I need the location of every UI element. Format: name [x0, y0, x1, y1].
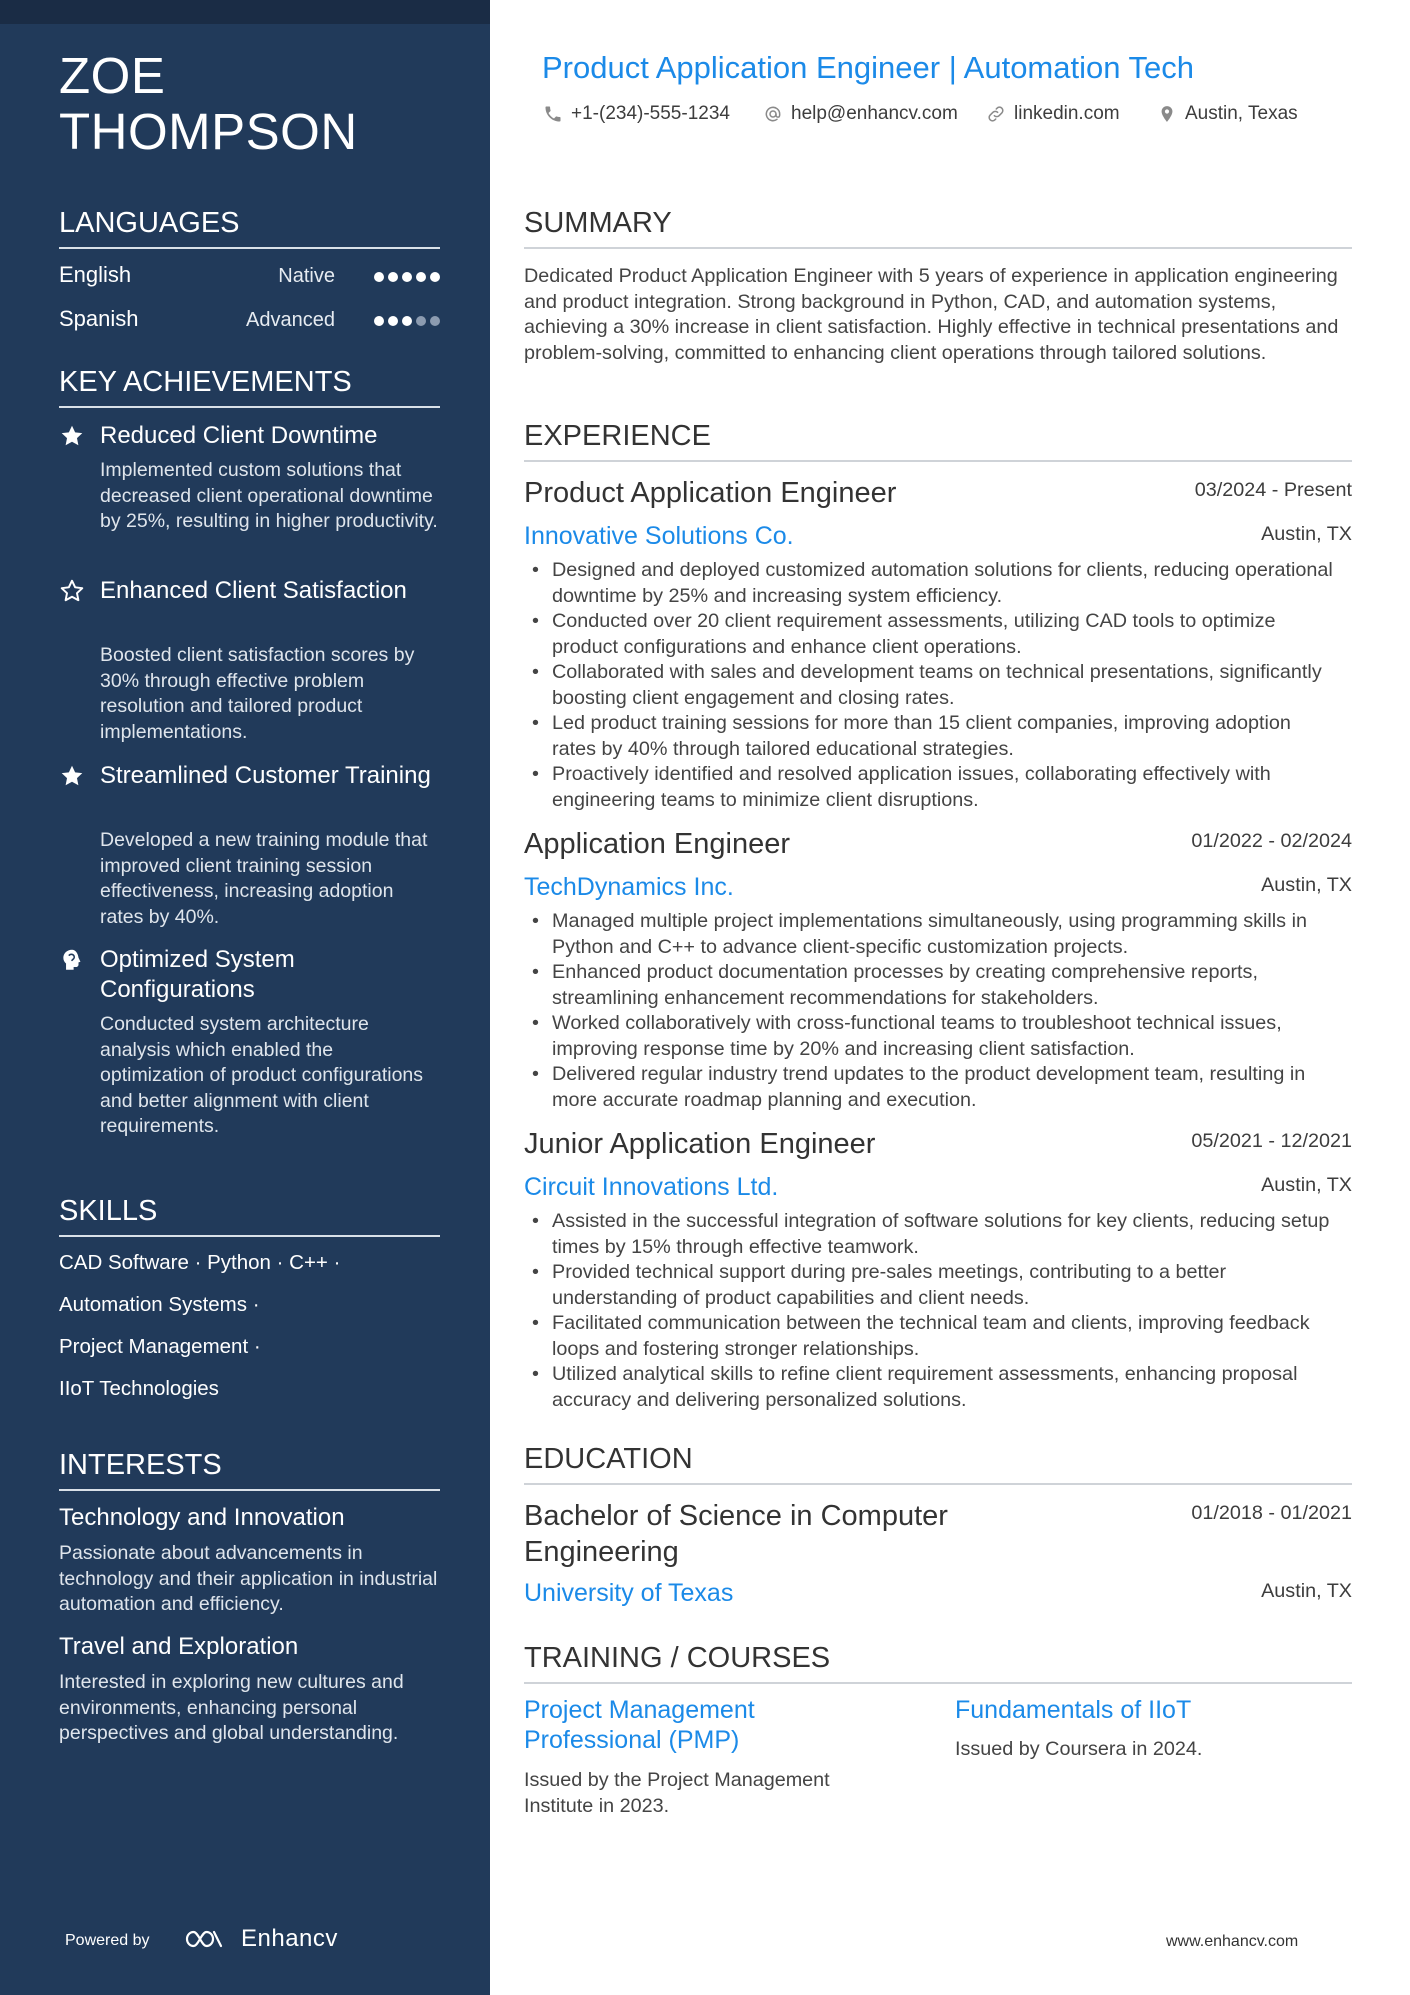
skills-line: IIoT Technologies	[59, 1377, 219, 1400]
rating-dot	[430, 272, 440, 282]
phone-icon	[543, 104, 563, 124]
achievement-desc: Boosted client satisfaction scores by 30% through effective problem resolution and tailored product implementations.	[100, 644, 415, 743]
summary-heading: SUMMARY	[524, 205, 1352, 249]
school-location: Austin, TX	[1261, 1580, 1352, 1602]
language-row-english	[59, 262, 440, 294]
star-filled-icon	[59, 423, 85, 449]
enhancv-logo-icon	[184, 1926, 224, 1952]
job-bullets	[524, 1209, 1334, 1413]
interests-heading: INTERESTS	[59, 1447, 440, 1491]
language-name: Spanish	[59, 306, 139, 331]
job-bullet: • Collaborated with sales and development teams on technical presentations, significantly boosting client engagement and closing rates.	[524, 660, 1334, 711]
interest-desc: Interested in exploring new cultures and environments, enhancing personal perspectives and global understanding.	[59, 1671, 404, 1744]
achievement-desc: Conducted system architecture analysis which enabled the optimization of product configurations and better alignment with client requirements.	[100, 1013, 424, 1137]
head-brain-icon	[59, 947, 85, 973]
course-desc: Issued by Coursera in 2024.	[955, 1738, 1203, 1760]
languages-heading: LANGUAGES	[59, 205, 440, 249]
education-heading: EDUCATION	[524, 1441, 1352, 1485]
job-bullets	[524, 909, 1334, 1113]
achievement-title: Streamlined Customer Training	[100, 762, 431, 789]
email-link[interactable]: help@enhancv.com	[791, 103, 958, 124]
contact-phone	[543, 100, 730, 128]
rating-dot	[416, 316, 426, 326]
course-title: Fundamentals of IIoT	[955, 1696, 1192, 1724]
contact-email[interactable]	[763, 100, 958, 128]
job-dates: 01/2022 - 02/2024	[1191, 830, 1352, 852]
location-text: Austin, Texas	[1185, 103, 1298, 124]
job-dates: 05/2021 - 12/2021	[1191, 1130, 1352, 1152]
job-bullet: • Facilitated communication between the technical team and clients, improving feedback loops and fostering stronger relationships.	[524, 1311, 1334, 1362]
job-title: Application Engineer	[524, 828, 791, 860]
job-bullet: • Delivered regular industry trend updates to the product development team, resulting in more accurate roadmap planning and execution.	[524, 1062, 1334, 1113]
at-sign-icon	[763, 104, 783, 124]
headline: Product Application Engineer | Automation Tech	[542, 50, 1195, 85]
link-icon	[986, 104, 1006, 124]
job-bullet: • Designed and deployed customized automation solutions for clients, reducing operational downtime by 25% and increasing system efficiency.	[524, 558, 1334, 609]
rating-dot	[402, 316, 412, 326]
phone-text: +1-(234)-555-1234	[571, 103, 730, 124]
course-title: Project Management Professional (PMP)	[524, 1696, 755, 1754]
interest-desc: Passionate about advancements in technology and their application in industrial automation and efficiency.	[59, 1542, 438, 1615]
training-heading: TRAINING / COURSES	[524, 1640, 1352, 1684]
job-location: Austin, TX	[1261, 523, 1352, 545]
skills-line: CAD Software · Python · C++ ·	[59, 1251, 341, 1274]
star-filled-icon	[59, 763, 85, 789]
interest-title: Travel and Exploration	[59, 1633, 299, 1660]
name-first: ZOE	[59, 47, 166, 104]
job-bullet: • Conducted over 20 client requirement assessments, utilizing CAD tools to optimize product configurations and enhance client operations.	[524, 609, 1334, 660]
job-dates: 03/2024 - Present	[1194, 479, 1352, 501]
language-rating	[374, 316, 440, 326]
contact-linkedin[interactable]	[986, 100, 1120, 128]
rating-dot	[416, 272, 426, 282]
powered-by-label: Powered by	[65, 1932, 150, 1949]
job-bullet: • Managed multiple project implementations simultaneously, using programming skills in Python and C++ to advance client-specific customization projects.	[524, 909, 1334, 960]
achievement-desc: Implemented custom solutions that decreased client operational downtime by 25%, resulting in higher productivity.	[100, 459, 438, 532]
course-desc: Issued by the Project Management Institute in 2023.	[524, 1769, 830, 1817]
enhancv-brand: Enhancv	[241, 1925, 338, 1952]
job-title: Product Application Engineer	[524, 477, 897, 509]
job-bullet: • Enhanced product documentation processes by creating comprehensive reports, streamlining enhancement recommendations for stakeholders.	[524, 960, 1334, 1011]
rating-dot	[430, 316, 440, 326]
language-name: English	[59, 262, 132, 287]
job-company: TechDynamics Inc.	[524, 873, 734, 901]
degree-line: Engineering	[524, 1536, 679, 1568]
achievements-heading: KEY ACHIEVEMENTS	[59, 364, 440, 408]
rating-dot	[374, 316, 384, 326]
skills-line: Project Management ·	[59, 1335, 261, 1358]
language-level: Advanced	[246, 309, 335, 331]
job-title: Junior Application Engineer	[524, 1128, 876, 1160]
job-bullet: • Led product training sessions for more than 15 client companies, improving adoption rates by 40% through tailored educational strategies.	[524, 711, 1334, 762]
sidebar-top-bar	[0, 0, 490, 24]
achievement-desc: Developed a new training module that improved client training session effectiveness, increasing adoption rates by 40%.	[100, 829, 428, 928]
name-last: THOMPSON	[59, 103, 358, 160]
summary-text: Dedicated Product Application Engineer with 5 years of experience in application engineering and product integration. Strong background in Python, CAD, and automation systems, achieving a 30% increase in client satisfaction. Highly effective in technical presentations and problem-solving, committed to enhancing client operations through tailored solutions.	[524, 265, 1339, 364]
rating-dot	[388, 272, 398, 282]
interest-title: Technology and Innovation	[59, 1504, 345, 1531]
job-company: Innovative Solutions Co.	[524, 522, 794, 550]
school-name: University of Texas	[524, 1579, 734, 1607]
sidebar	[0, 0, 490, 1995]
rating-dot	[374, 272, 384, 282]
job-bullet: • Provided technical support during pre-sales meetings, contributing to a better understanding of product capabilities and client needs.	[524, 1260, 1334, 1311]
rating-dot	[402, 272, 412, 282]
location-pin-icon	[1157, 104, 1177, 124]
footer-website[interactable]: www.enhancv.com	[1166, 1933, 1299, 1950]
job-bullets	[524, 558, 1334, 813]
language-level: Native	[278, 265, 335, 287]
skills-heading: SKILLS	[59, 1193, 440, 1237]
linkedin-link[interactable]: linkedin.com	[1014, 103, 1120, 124]
candidate-name	[59, 48, 358, 160]
job-bullet: • Utilized analytical skills to refine client requirement assessments, enhancing proposal accuracy and delivering personalized solutions.	[524, 1362, 1334, 1413]
job-bullet: • Assisted in the successful integration of software solutions for key clients, reducing setup times by 15% through effective teamwork.	[524, 1209, 1334, 1260]
degree-title	[524, 1498, 948, 1570]
language-rating	[374, 272, 440, 282]
skills-line: Automation Systems ·	[59, 1293, 260, 1316]
job-location: Austin, TX	[1261, 1174, 1352, 1196]
education-dates: 01/2018 - 01/2021	[1191, 1502, 1352, 1524]
star-outline-icon	[59, 578, 85, 604]
achievement-title: Reduced Client Downtime	[100, 422, 378, 449]
achievement-title: Optimized System Configurations	[100, 946, 295, 1003]
experience-heading: EXPERIENCE	[524, 418, 1352, 462]
degree-line: Bachelor of Science in Computer	[524, 1500, 948, 1532]
job-location: Austin, TX	[1261, 874, 1352, 896]
contact-location	[1157, 100, 1298, 128]
job-bullet: • Worked collaboratively with cross-functional teams to troubleshoot technical issues, improving response time by 20% and increasing client satisfaction.	[524, 1011, 1334, 1062]
language-row-spanish	[59, 306, 440, 338]
job-bullet: • Proactively identified and resolved application issues, collaborating effectively with engineering teams to minimize client disruptions.	[524, 762, 1334, 813]
job-company: Circuit Innovations Ltd.	[524, 1173, 779, 1201]
achievement-title: Enhanced Client Satisfaction	[100, 577, 407, 604]
rating-dot	[388, 316, 398, 326]
